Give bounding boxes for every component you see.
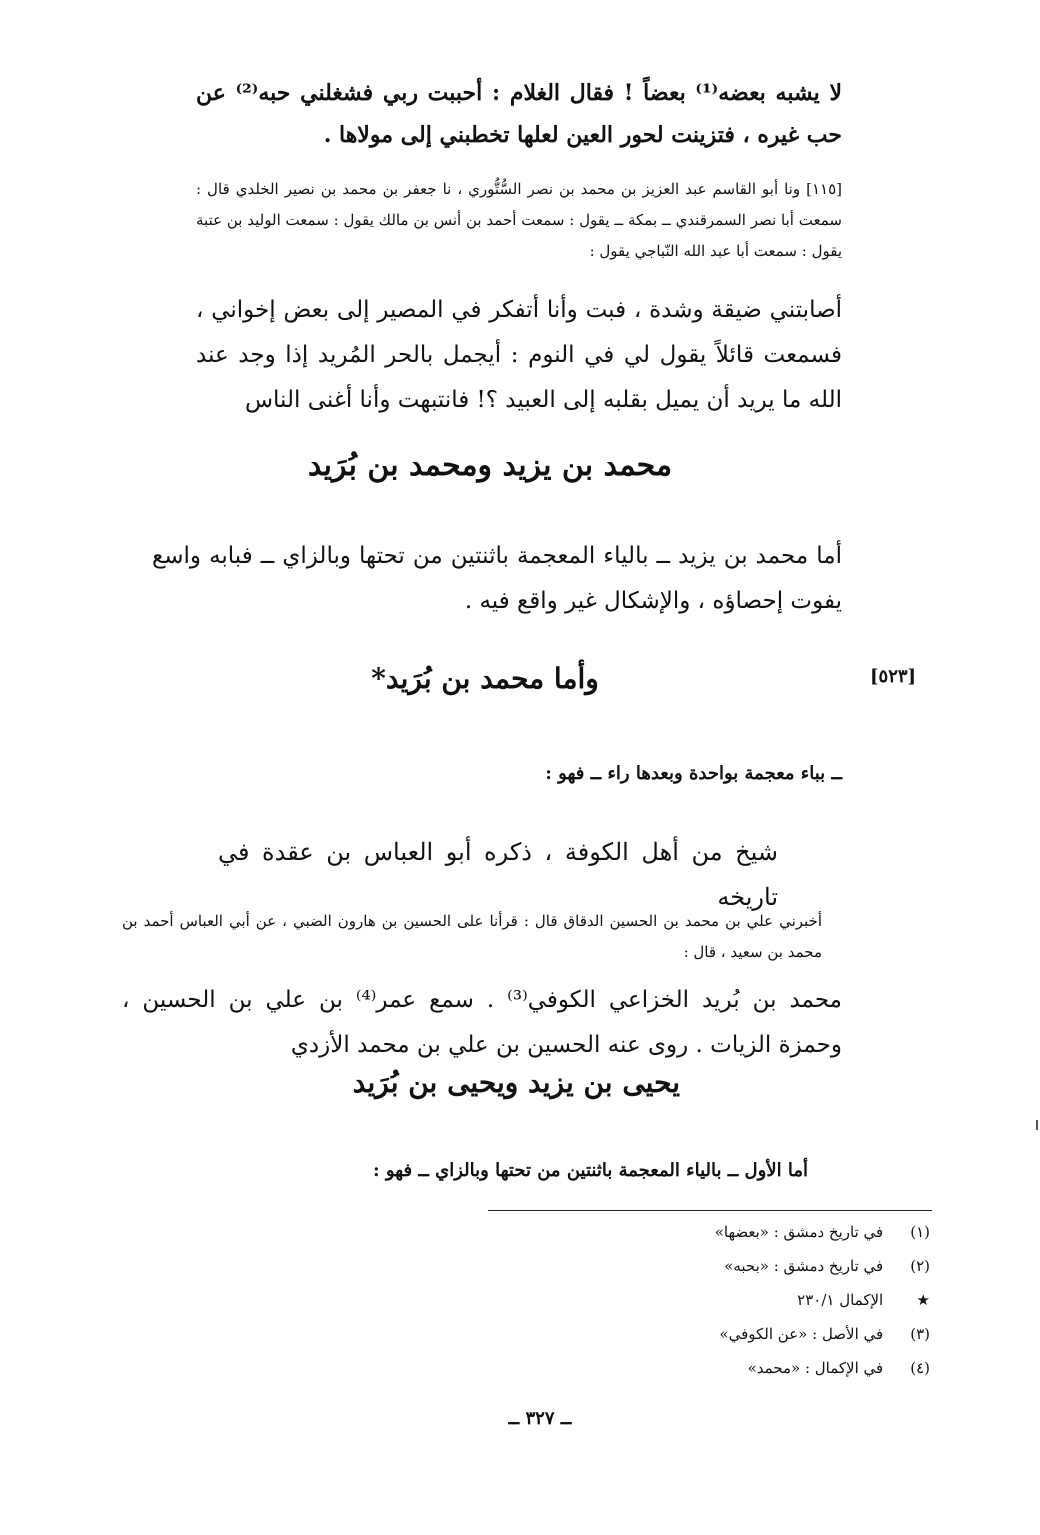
margin-entry-number: [٥٢٣] [870, 666, 917, 687]
spelling-note-1: ــ بباء معجمة بواحدة وبعدها راء ــ فهو : [545, 763, 842, 784]
isnad-ali-daqqaq: أخبرني علي بن محمد بن الحسين الدقاق قال : قرأنا على الحسين بن هارون الضبي ، عن أبي العباس أحمد بن محمد بن سعيد ، قال : [122, 912, 822, 961]
paragraph-burayd-khuzai: محمد بن بُريد الخزاعي الكوفي⁽³⁾ . سمع عمر⁽⁴⁾ بن علي بن الحسين ، وحمزة الزيات . روى عنه الحسين بن علي بن محمد الأزدي [122, 987, 843, 1058]
isnad-115: [١١٥] ونا أبو القاسم عبد العزيز بن محمد بن نصر السُّتُّوري ، نا جعفر بن محمد بن نصير الخلدي قال : سمعت أبا نصر السمرقندي ــ بمكة ــ يقول : سمعت أحمد بن أنس بن مالك يقول : سمعت الوليد بن عتبة يقول : سمعت أبا عبد الله النّباجي يقول : [196, 180, 842, 260]
footnote-separator [488, 1210, 932, 1211]
subsection-heading-muhammad-burayd: وأما محمد بن بُرَيد* [371, 662, 599, 695]
paragraph-narration: أصابتني ضيقة وشدة ، فبت وأنا أتفكر في المصير إلى بعض إخواني ، فسمعت قائلاً يقول لي في النوم : أيجمل بالحر المُريد إذا وجد عند الله ما يريد أن يميل بقلبه إلى العبيد ؟! فانتبهت وأنا أغنى الناس [196, 297, 842, 413]
paragraph-kufa-shaykh: شيخ من أهل الكوفة ، ذكره أبو العباس بن عقدة في تاريخه [218, 838, 778, 911]
footnote-4: (٤) في الإكمال : «محمد» [747, 1359, 930, 1377]
section-heading-yahya: يحيى بن يزيد ويحيى بن بُرَيد [352, 1066, 680, 1099]
page-number: ــ ٣٢٧ ــ [508, 1408, 572, 1429]
footnote-star: ★ الإكمال ٢٣٠/١ [797, 1291, 930, 1309]
footnote-3: (٣) في الأصل : «عن الكوفي» [719, 1325, 930, 1343]
paragraph-muhammad-yazid: أما محمد بن يزيد ــ بالياء المعجمة باثنتين من تحتها وبالزاي ــ فبابه واسع يفوت إحصاؤه ، والإشكال غير واقع فيه . [152, 543, 842, 614]
section-heading-muhammad: محمد بن يزيد ومحمد بن بُرَيد [307, 448, 673, 483]
paragraph-opening: لا يشبه بعضه⁽¹⁾ بعضاً ! فقال الغلام : أحببت ربي فشغلني حبه⁽²⁾ عن حب غيره ، فتزينت لحور العين لعلها تخطبني إلى مولاها . [196, 80, 842, 148]
spelling-note-2: أما الأول ــ بالياء المعجمة باثنتين من تحتها وبالزاي ــ فهو : [372, 1160, 808, 1181]
scan-edge-mark [1036, 1120, 1038, 1130]
footnote-2: (٢) في تاريخ دمشق : «بحبه» [724, 1257, 930, 1275]
footnote-1: (١) في تاريخ دمشق : «بعضها» [714, 1223, 930, 1241]
